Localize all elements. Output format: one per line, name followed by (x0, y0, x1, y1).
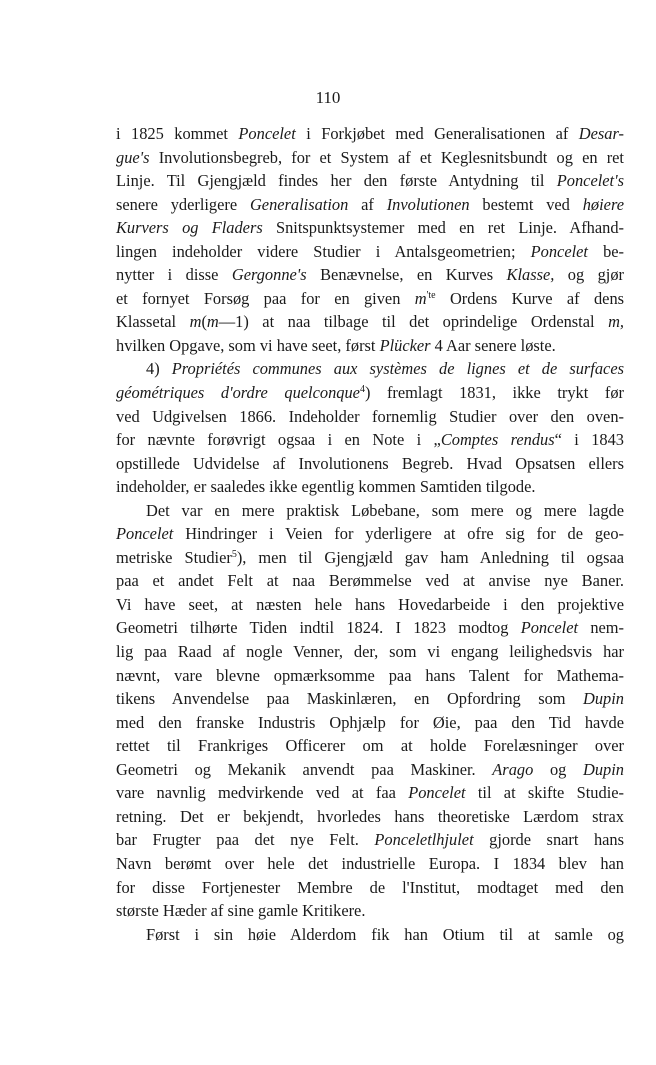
text-segment: gjorde snart hans (473, 830, 624, 850)
italic-text: Klasse, (506, 265, 555, 285)
text-line (116, 499, 624, 523)
italic-text: Poncelet (520, 618, 579, 638)
text-segment: hvilken Opgave, som vi have seet, først (116, 335, 380, 355)
text-segment: Geometri tilhørte Tiden indtil 1824. I 1823 modtog (116, 618, 521, 638)
text-segment: Det var en mere praktisk Løbebane, som mere og mere lagde (146, 500, 624, 520)
text-line (116, 310, 624, 334)
text-segment: Ordens Kurve af dens (435, 288, 625, 308)
text-line (116, 828, 624, 852)
text-line (116, 522, 624, 546)
italic-text: Ponceletlhjulet (374, 830, 474, 850)
text-segment: bar Frugter paa det nye Felt. (116, 830, 375, 850)
text-segment: Geometri og Mekanik anvendt paa Maskiner. (116, 759, 493, 779)
text-line (116, 452, 624, 476)
italic-text: Generalisation (249, 194, 349, 214)
text-segment: og (533, 759, 584, 779)
italic-text: høiere (582, 194, 624, 214)
italic-text: Poncelet (408, 783, 466, 803)
text-line (116, 405, 624, 429)
text-segment: Benævnelse, en Kurves (306, 265, 507, 285)
superscript-text: 4 (359, 384, 365, 396)
text-segment: Snitspunktsystemer med en ret Linje. Afhand- (262, 218, 624, 238)
text-segment: be- (587, 241, 625, 261)
text-segment: Navn berømt over hele det industrielle Europa. I 1834 blev han (116, 853, 624, 873)
italic-text: m (189, 312, 202, 332)
text-segment: “ i 1843 (554, 430, 624, 450)
italic-text: Kurvers og Fladers (116, 218, 263, 238)
text-line (116, 876, 624, 900)
text-line (116, 122, 624, 146)
italic-text: Comptes rendus (440, 430, 555, 450)
text-line (116, 593, 624, 617)
text-segment: paa et andet Felt at naa Berømmelse ved at anvise nye Baner. (116, 571, 624, 591)
text-segment: Først i sin høie Alderdom fik han Otium til at samle og (146, 924, 624, 944)
text-segment: for nævnte forøvrigt ogsaa i en Note i „ (116, 430, 441, 450)
text-line (116, 475, 624, 499)
text-segment: tikens Anvendelse paa Maskinlæren, en Opfordring som (116, 689, 584, 709)
text-segment: i 1825 kommet (116, 124, 239, 143)
text-line (116, 193, 624, 217)
italic-text: Involutionen (386, 194, 470, 214)
text-segment: største Hæder af sine gamle Kritikere. (116, 901, 366, 921)
italic-text: m (414, 288, 427, 308)
text-line (116, 805, 624, 829)
text-line (116, 334, 624, 358)
body-text (116, 122, 624, 946)
text-line (116, 216, 624, 240)
text-segment: nem- (578, 618, 624, 638)
text-segment: ) fremlagt 1831, ikke trykt før (364, 383, 624, 403)
italic-text: Propriétés communes aux systèmes de lignes et de surfaces (171, 359, 624, 379)
text-segment: vare navnlig medvirkende ved at faa (116, 783, 409, 803)
text-line (116, 923, 624, 947)
italic-text: Poncelet's (556, 171, 624, 191)
text-segment: af (348, 194, 387, 214)
text-segment: ), men til Gjengjæld gav ham Anledning til ogsaa (236, 547, 624, 567)
text-segment: senere yderligere (116, 194, 250, 214)
text-line (116, 781, 624, 805)
text-line (116, 852, 624, 876)
text-line (116, 169, 624, 193)
italic-text: gue's (116, 147, 150, 167)
text-segment: ved Udgivelsen 1866. Indeholder fornemlig Studier over den oven- (116, 406, 624, 426)
superscript-text: 5 (231, 548, 237, 560)
italic-text: m (206, 312, 219, 332)
text-line (116, 664, 624, 688)
italic-text: Dupin (583, 759, 624, 779)
page-number: 110 (315, 88, 341, 107)
italic-text: Plücker (379, 335, 431, 355)
text-segment: Linje. Til Gjengjæld findes her den første Antydning til (116, 171, 557, 191)
italic-text: m, (608, 312, 624, 332)
italic-text: Poncelet (530, 241, 588, 261)
italic-text: Poncelet (238, 124, 296, 143)
text-line (116, 287, 624, 311)
text-segment: og gjør (554, 265, 624, 285)
text-segment: et fornyet Forsøg paa for en given (116, 288, 415, 308)
text-segment: lingen indeholder videre Studier i Antalsgeometrien; (116, 241, 531, 261)
text-segment: indeholder, er saaledes ikke egentlig kommen Samtiden tilgode. (116, 477, 536, 497)
text-line (116, 687, 624, 711)
text-segment: Klassetal (116, 312, 190, 332)
text-line (116, 616, 624, 640)
text-segment: Involutionsbegreb, for et System af et Keglesnitsbundt og en ret (149, 147, 624, 167)
text-segment: for disse Fortjenester Membre de l'Institut, modtaget med den (116, 877, 624, 897)
text-line (116, 640, 624, 664)
text-segment: metriske Studier (116, 547, 232, 567)
text-segment: lig paa Raad af nogle Venner, der, som vi engang leilighedsvis har (116, 642, 624, 662)
italic-text: Desar- (578, 124, 624, 143)
text-line (116, 546, 624, 570)
text-segment: i Forkjøbet med Generalisationen af (295, 124, 579, 143)
text-line (116, 146, 624, 170)
text-segment: Vi have seet, at næsten hele hans Hovedarbeide i den projektive (116, 594, 624, 614)
text-segment: ( (201, 312, 207, 332)
text-line (116, 381, 624, 405)
text-segment: bestemt ved (469, 194, 583, 214)
text-segment: til at skifte Studie- (465, 783, 624, 803)
text-segment: retning. Det er bekjendt, hvorledes hans theoretiske Lærdom strax (116, 806, 624, 826)
text-segment: rettet til Frankriges Officerer om at holde Forelæsninger over (116, 736, 624, 756)
text-line (116, 357, 624, 381)
italic-text: géométriques d'ordre quelconque (116, 383, 360, 403)
text-segment: 4) (146, 359, 172, 379)
text-line (116, 734, 624, 758)
text-line (116, 711, 624, 735)
text-segment: —1) at naa tilbage til det oprindelige Ordenstal (218, 312, 609, 332)
text-segment: med den franske Industris Ophjælp for Øie, paa den Tid havde (116, 712, 624, 732)
text-line (116, 899, 624, 923)
text-line (116, 240, 624, 264)
text-segment: 4 Aar senere løste. (430, 335, 556, 355)
text-line (116, 569, 624, 593)
superscript-text: 'te (426, 289, 436, 301)
text-segment: nytter i disse (116, 265, 232, 285)
italic-text: Dupin (583, 689, 624, 709)
text-line (116, 758, 624, 782)
text-segment: Hindringer i Veien for yderligere at ofre sig for de geo- (173, 524, 624, 544)
italic-text: Arago (492, 759, 534, 779)
text-line (116, 263, 624, 287)
text-line (116, 428, 624, 452)
text-segment: nævnt, vare blevne opmærksomme paa hans Talent for Mathema- (116, 665, 624, 685)
italic-text: Poncelet (116, 524, 174, 544)
italic-text: Gergonne's (231, 265, 307, 285)
text-segment: opstillede Udvidelse af Involutionens Begreb. Hvad Opsatsen ellers (116, 453, 624, 473)
